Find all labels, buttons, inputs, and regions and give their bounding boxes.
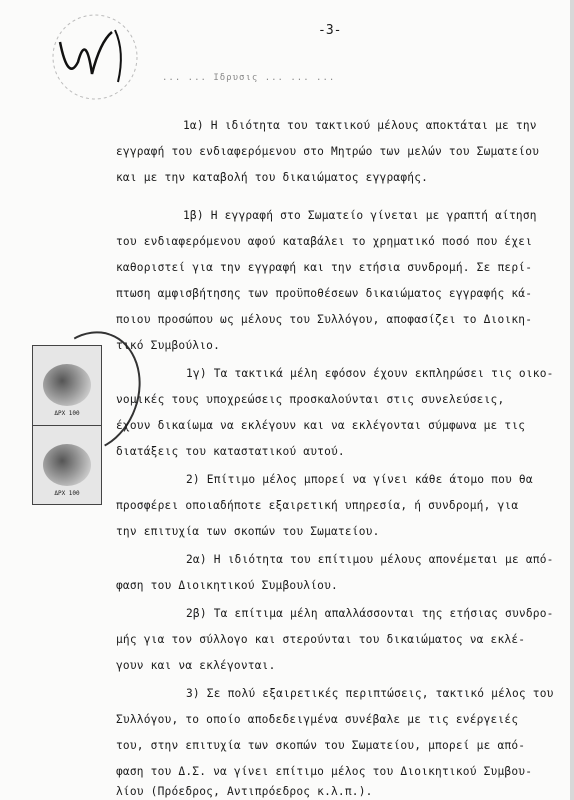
text-line: πτωση αμφισβήτησης των προϋποθέσεων δικαιώματος εγγραφής κά- [116,287,533,300]
text-line: φαση του Δ.Σ. να γίνει επίτιμο μέλος του Διοικητικού Συμβου- [116,765,533,778]
text-line: 1γ) Τα τακτικά μέλη εφόσον έχουν εκπληρώσει τις οικο- [186,367,554,380]
text-line: λίου (Πρόεδρος, Αντιπρόεδρος κ.λ.π.). [116,785,373,798]
text-line: προσφέρει οποιαδήποτε εξαιρετική υπηρεσία, ή συνδρομή, για [116,499,519,512]
text-line: νομικές τους υποχρεώσεις προσκαλούνται στις συνελεύσεις, [116,393,505,406]
text-line: 3) Σε πολύ εξαιρετικές περιπτώσεις, τακτικό μέλος του [186,687,554,700]
text-line: εγγραφή του ενδιαφερόμενου στο Μητρώο των μελών του Σωματείου [116,145,540,158]
faint-header-text: ... ... Ιδρυσις ... ... ... [162,73,336,83]
text-line: διατάξεις του καταστατικού αυτού. [116,445,345,458]
text-line: την επιτυχία των σκοπών του Σωματείου. [116,525,380,538]
text-line: 2) Επίτιμο μέλος μπορεί να γίνει κάθε άτομο που θα [186,473,533,486]
page-number: -3- [318,23,342,38]
text-line: του ενδιαφερόμενου αφού καταβάλει το χρηματικό ποσό που έχει [116,235,533,248]
text-line: φαση του Διοικητικού Συμβουλίου. [116,579,338,592]
text-line: έχουν δικαίωμα να εκλέγουν και να εκλέγονται σύμφωνα με τις [116,419,526,432]
text-line: καθοριστεί για την εγγραφή και την ετήσια συνδρομή. Σε περί- [116,261,533,274]
text-line: 1α) Η ιδιότητα του τακτικού μέλους αποκτάται με την [183,119,537,132]
revenue-stamp: ΔΡΧ 100 [32,345,102,427]
text-line: τικό Συμβούλιο. [116,339,221,352]
text-line: ποιου προσώπου ως μέλους του Συλλόγου, αποφασίζει το Διοικη- [116,313,533,326]
text-line: και με την καταβολή του δικαιώματος εγγραφής. [116,171,429,184]
revenue-stamp: ΔΡΧ 100 [32,425,102,505]
text-line: του, στην επιτυχία των σκοπών του Σωματείου, μπορεί με από- [116,739,526,752]
text-line: 2α) Η ιδιότητα του επίτιμου μέλους απονέμεται με από- [186,553,554,566]
handwritten-signature [20,12,160,107]
page-edge-shadow [570,0,574,800]
text-line: 2β) Τα επίτιμα μέλη απαλλάσσονται της ετήσιας συνδρο- [186,607,554,620]
text-line: 1β) Η εγγραφή στο Σωματείο γίνεται με γραπτή αίτηση [183,209,537,222]
text-line: γουν και να εκλέγονται. [116,659,276,672]
text-line: μής για τον σύλλογο και στερούνται του δικαιώματος να εκλέ- [116,633,526,646]
text-line: Συλλόγου, το οποίο αποδεδειγμένα συνέβαλε με τις ενέργειές [116,713,519,726]
